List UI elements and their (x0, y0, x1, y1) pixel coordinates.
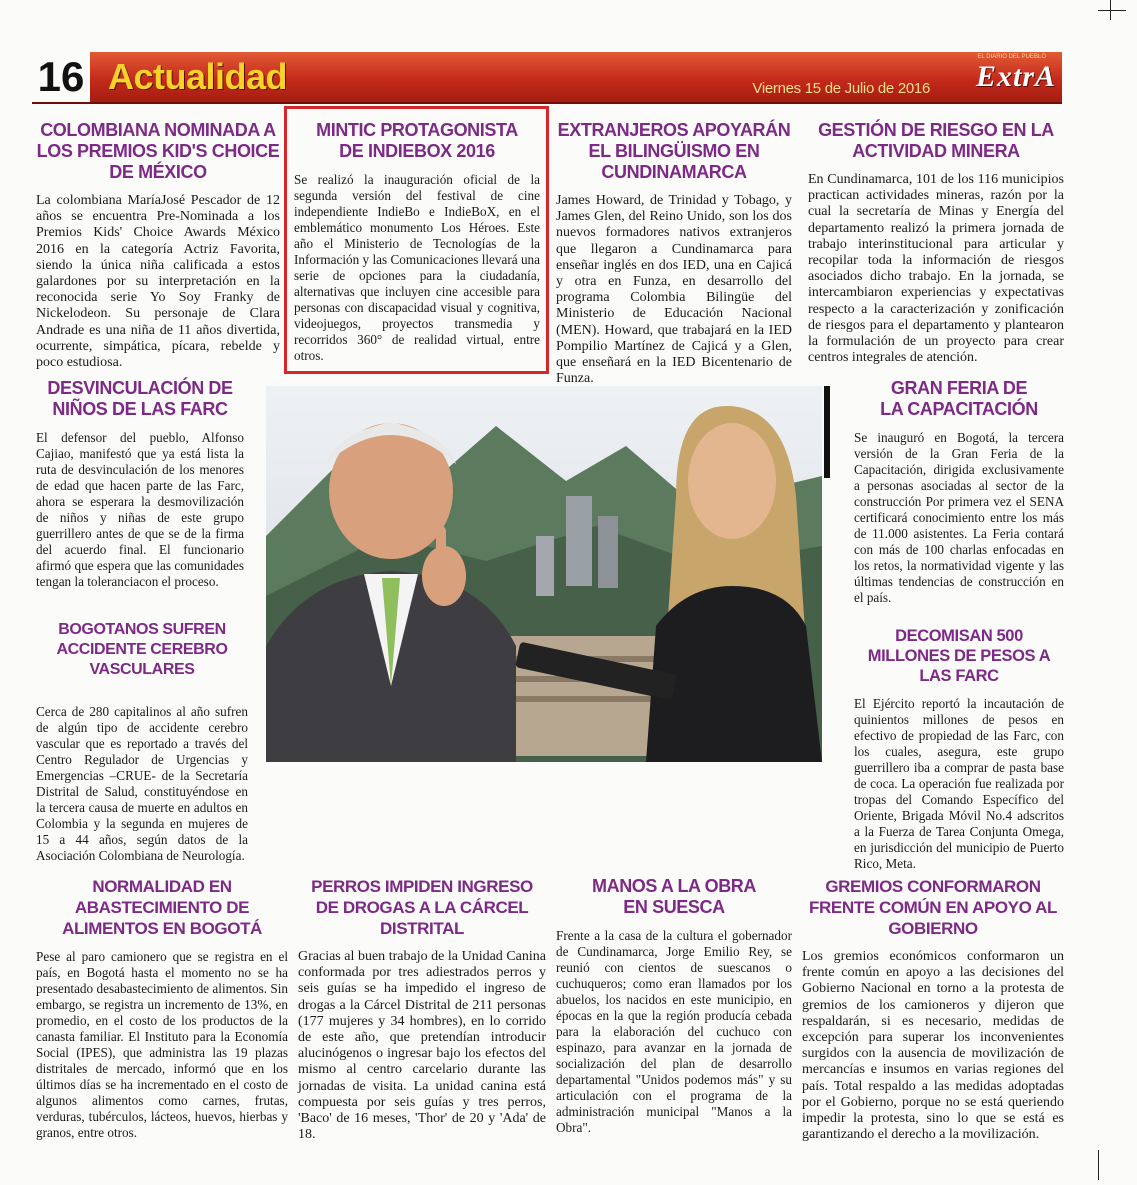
headline: GESTIÓN DE RIESGO EN LA ACTIVIDAD MINERA (818, 120, 1054, 161)
headline: DECOMISAN 500 MILLONES DE PESOS A LAS FARC (867, 627, 1051, 685)
page-number: 16 (32, 52, 90, 102)
headline: GREMIOS CONFORMARON FRENTE COMÚN EN APOYO AL GOBIERNO (809, 877, 1057, 938)
headline: MINTIC PROTAGONISTA DE INDIEBOX 2016 (316, 120, 518, 161)
photo-illustration (266, 386, 822, 762)
article-feria (854, 378, 1064, 606)
headline: GRAN FERIA DE LA CAPACITACIÓN (880, 378, 1038, 419)
article-decomiso (854, 626, 1064, 872)
article-body: Se realizó la inauguración oficial de la segunda versión del festival de cine independiente IndieBo e IndieBoX, en el emblemático monumento Los Héroes. Este año el Ministerio de Tecnologías de la Información y las Comunicaciones llevará una serie de opciones para la ciudadanía, alternativas que incluyen cine accesible para personas con discapacidad visual y cognitiva, videojuegos, proyectos transmedia y recorridos 360° de realidad virtual, entre otros. (294, 172, 540, 363)
article-body: En Cundinamarca, 101 de los 116 municipios practican actividades mineras, razón por la cual la secretaría de Minas y Energía del departamento realizó la primera jornada de trabajo interinstitucional para articular y recopilar toda la información de riesgos asociados dicho trabajo. En la jornada, se intercambiaron experiencias y expectativas respecto a la caracterización y zonificación de riesgos para el departamento y plantearon la formulación de un proyecto para crear centros integrales de atención. (808, 172, 1064, 366)
headline: MANOS A LA OBRA EN SUESCA (592, 876, 756, 917)
crop-mark (1110, 0, 1111, 20)
headline: COLOMBIANA NOMINADA A LOS PREMIOS KID'S CHOICE DE MÉXICO (36, 120, 280, 182)
article-body: Gracias al buen trabajo de la Unidad Canina conformada por tres adiestrados perros y seis guías se ha impedido el ingreso de drogas a la Cárcel Distrital de 211 personas (177 mujeres y 34 hombres), en lo corrido de este año, que pretendían introducir alucinógenos o ingresar bajo los efectos del mismo al centro carcelario durante las jornadas de visita. La unidad canina está compuesta por seis guías y tres perros, 'Baco' de 16 meses, 'Thor' de 20 y 'Ada' de 18. (298, 949, 546, 1143)
article-body: James Howard, de Trinidad y Tobago, y James Glen, del Reino Unido, son los dos nuevos formadores nativos extranjeros que llegaron a Cundinamarca para enseñar inglés en dos IED, una en Cajicá y otra en Funza, en desarrollo del programa Colombia Bilingüe del Ministerio de Educación Nacional (MEN). Howard, que trabajará en la IED Pompilio Martínez de Cajicá y a Glen, que enseñará en la IED Bicentenario de Funza. (556, 193, 792, 387)
article-suesca (556, 876, 792, 1136)
article-body: La colombiana MaríaJosé Pescador de 12 años se encuentra Pre-Nominada a los Premios Kids' Choice Awards México 2016 en la categoría Actriz Favorita, siendo la única niña calificada a estos galardones por su interpretación en la reconocida serie Yo Soy Franky de Nickelodeon. Su personaje de Clara Andrade es una niña de 11 años divertida, ocurrente, simpática, pícara, rebelde y poco estudiosa. (36, 193, 280, 371)
article-farc-ninos (36, 378, 244, 590)
crop-mark (1098, 10, 1126, 11)
headline: PERROS IMPIDEN INGRESO DE DROGAS A LA CÁRCEL DISTRITAL (311, 877, 533, 938)
issue-date: Viernes 15 de Julio de 2016 (752, 80, 930, 97)
article-alimentos (36, 876, 288, 1141)
headline: BOGOTANOS SUFREN ACCIDENTE CEREBRO VASCULARES (56, 621, 228, 678)
headline: EXTRANJEROS APOYARÁN EL BILINGÜISMO EN CUNDINAMARCA (557, 120, 791, 182)
article-indiebox (294, 120, 540, 364)
article-body: Los gremios económicos conformaron un frente común en apoyo a las decisiones del Gobierno Nacional en torno a la protesta de gremios de los camioneros y dijeron que respaldarán, si es necesario, medidas de excepción para superar los inconvenientes surgidos con la ausencia de movilización de mercancías e insumos en varias regiones del país. Total respaldo a las medidas adoptadas por el Gobierno, porque no se está queriendo impedir la protesta, sino lo que se está es garantizando el derecho a la movilización. (802, 949, 1064, 1143)
article-body: Frente a la casa de la cultura el gobernador de Cundinamarca, Jorge Emilio Rey, se reunió con cientos de suescanos o cuchuqueros; como eran llamados por los abuelos, los nacidos en este municipio, en épocas en la que la región producía cebada para la elaboración del cuchuco con espinazo, para avanzar en la jornada de socialización del plan de desarrollo departamental "Unidos podemos más" y su articulación con el programa de la administración municipal "Manos a la Obra". (556, 928, 792, 1135)
article-gremios (802, 876, 1064, 1143)
article-body: Pese al paro camionero que se registra en el país, en Bogotá hasta el momento no se ha presentado desabastecimiento de alimentos. Sin embargo, se registra un incremento de 13%, en promedio, en el costo de los productos de la canasta familiar. El Instituto para la Economía Social (IPES), que administra las 19 plazas distritales de mercado, informó que en los últimos días se ha incrementado en el costo de algunos alimentos como carnes, frutas, verduras, tubérculos, lácteos, huevos, hierbas y granos, entre otros. (36, 949, 288, 1140)
crop-mark (1098, 1150, 1099, 1180)
divider-bracket (824, 386, 830, 478)
article-kids-choice (36, 120, 280, 371)
page-header (32, 52, 1062, 104)
article-body: El Ejército reportó la incautación de quinientos millones de pesos en efectivo de propiedad de las Farc, con los cuales, asegura, este grupo guerrillero iba a comprar de pasta base de coca. La operación fue realizada por tropas del Comando Específico del Oriente, Brigada Móvil No.4 adscritos a la Fuerza de Tarea Conjunta Omega, en jurisdicción del municipio de Puerto Rico, Meta. (854, 696, 1064, 871)
brand-tagline: EL DIARIO DEL PUEBLO (977, 54, 1046, 60)
article-bilinguismo (556, 120, 792, 387)
headline: NORMALIDAD EN ABASTECIMIENTO DE ALIMENTOS EN BOGOTÁ (62, 877, 262, 938)
headline: DESVINCULACIÓN DE NIÑOS DE LAS FARC (47, 378, 233, 419)
news-photo (266, 386, 822, 762)
section-title: Actualidad (108, 56, 288, 97)
brand-logo: ExtrA (975, 60, 1056, 93)
article-body: Cerca de 280 capitalinos al año sufren de algún tipo de accidente cerebro vascular que es reportado a través del Centro Regulador de Urgencias y Emergencias –CRUE- de la Secretaría Distrital de Salud, constituyéndose en la tercera causa de muerte en adultos en Colombia y la segunda en mujeres de 15 a 44 años, según datos de la Asociación Colombiana de Neurología. (36, 704, 248, 863)
article-body: Se inauguró en Bogotá, la tercera versión de la Gran Feria de la Capacitación, dirigida exclusivamente a personas asociadas al sector de la construcción Por primera vez el SENA certificará conocimiento entre los más de 11.000 asistentes. La Feria contará con más de 100 charlas enfocadas en los retos, la normatividad vigente y las últimas tendencias de construcción en el país. (854, 430, 1064, 605)
article-accidente (36, 620, 248, 864)
article-mineria (808, 120, 1064, 366)
article-perros (298, 876, 546, 1143)
article-body: El defensor del pueblo, Alfonso Cajiao, manifestó que ya está lista la ruta de desvinculación de los menores de edad que hacen parte de las Farc, ahora se esperara la desmovilización de niños y niñas de este grupo guerrillero antes de que se de la firma del acuerdo final. El funcionario afirmó que espera que las comunidades tengan la toleranciacon el proceso. (36, 430, 244, 589)
